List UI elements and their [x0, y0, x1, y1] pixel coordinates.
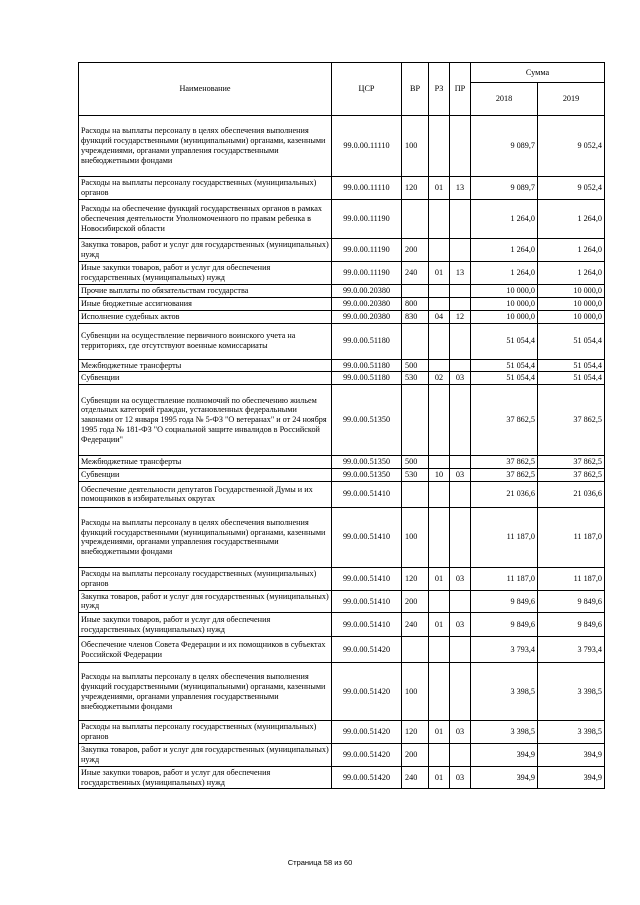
row-csr: 99.0.00.51350: [332, 385, 402, 456]
row-pr: 13: [450, 262, 471, 285]
row-sum-2019: 1 264,0: [538, 262, 605, 285]
row-name: Межбюджетные трансферты: [79, 456, 332, 469]
row-rz: [429, 663, 450, 721]
row-sum-2019: 9 849,6: [538, 613, 605, 637]
row-vr: 530: [402, 469, 429, 482]
row-pr: 03: [450, 567, 471, 590]
row-csr: 99.0.00.51410: [332, 613, 402, 637]
row-name: Субвенции: [79, 372, 332, 385]
row-pr: [450, 637, 471, 663]
row-sum-2019: 394,9: [538, 743, 605, 766]
row-sum-2019: 11 187,0: [538, 507, 605, 567]
row-pr: 03: [450, 469, 471, 482]
row-pr: [450, 116, 471, 177]
row-name: Субвенции на осуществление первичного воинского учета на территориях, где отсутствуют военные комиссариаты: [79, 323, 332, 359]
row-csr: 99.0.00.51180: [332, 372, 402, 385]
row-vr: [402, 481, 429, 507]
table-row: [79, 200, 605, 239]
table-row: [79, 637, 605, 663]
row-csr: 99.0.00.51410: [332, 567, 402, 590]
row-vr: 530: [402, 372, 429, 385]
row-vr: 500: [402, 359, 429, 372]
row-sum-2018: 21 036,6: [471, 481, 538, 507]
row-vr: 100: [402, 663, 429, 721]
row-sum-2018: 9 089,7: [471, 177, 538, 200]
row-rz: 01: [429, 766, 450, 789]
row-name: Закупка товаров, работ и услуг для государственных (муниципальных) нужд: [79, 590, 332, 613]
row-csr: 99.0.00.11190: [332, 239, 402, 262]
row-sum-2019: 1 264,0: [538, 200, 605, 239]
table-row: [79, 721, 605, 744]
table-row: [79, 385, 605, 456]
row-sum-2019: 11 187,0: [538, 567, 605, 590]
row-vr: 200: [402, 590, 429, 613]
row-pr: 03: [450, 766, 471, 789]
row-name: Расходы на выплаты персоналу в целях обеспечения выполнения функций государственными (муниципальными) органами, казенными учреждениями, органами управления государственными внебюджетными фондами: [79, 116, 332, 177]
row-sum-2019: 9 052,4: [538, 116, 605, 177]
row-csr: 99.0.00.20380: [332, 285, 402, 298]
row-vr: 120: [402, 567, 429, 590]
row-vr: 100: [402, 116, 429, 177]
row-pr: [450, 297, 471, 310]
col-header-csr: ЦСР: [332, 63, 402, 116]
row-csr: 99.0.00.51350: [332, 456, 402, 469]
table-row: [79, 359, 605, 372]
row-name: Закупка товаров, работ и услуг для государственных (муниципальных) нужд: [79, 743, 332, 766]
row-sum-2019: 1 264,0: [538, 239, 605, 262]
row-rz: [429, 385, 450, 456]
table-row: [79, 372, 605, 385]
row-csr: 99.0.00.11110: [332, 177, 402, 200]
table-row: [79, 743, 605, 766]
row-sum-2018: 3 398,5: [471, 721, 538, 744]
row-vr: [402, 285, 429, 298]
row-rz: 10: [429, 469, 450, 482]
row-vr: 200: [402, 743, 429, 766]
row-vr: 500: [402, 456, 429, 469]
row-csr: 99.0.00.20380: [332, 297, 402, 310]
row-vr: 240: [402, 766, 429, 789]
row-sum-2019: 3 398,5: [538, 721, 605, 744]
row-vr: [402, 385, 429, 456]
row-csr: 99.0.00.51350: [332, 469, 402, 482]
row-csr: 99.0.00.51410: [332, 590, 402, 613]
row-name: Иные закупки товаров, работ и услуг для обеспечения государственных (муниципальных) нужд: [79, 262, 332, 285]
row-pr: [450, 359, 471, 372]
row-pr: 13: [450, 177, 471, 200]
row-csr: 99.0.00.51420: [332, 766, 402, 789]
row-sum-2019: 10 000,0: [538, 297, 605, 310]
row-rz: [429, 637, 450, 663]
row-rz: [429, 743, 450, 766]
row-csr: 99.0.00.51180: [332, 359, 402, 372]
row-name: Иные закупки товаров, работ и услуг для обеспечения государственных (муниципальных) нужд: [79, 766, 332, 789]
row-sum-2018: 394,9: [471, 766, 538, 789]
row-sum-2018: 1 264,0: [471, 200, 538, 239]
row-rz: [429, 323, 450, 359]
row-rz: 01: [429, 177, 450, 200]
table-row: [79, 323, 605, 359]
row-rz: 01: [429, 567, 450, 590]
row-sum-2018: 11 187,0: [471, 507, 538, 567]
row-sum-2018: 51 054,4: [471, 359, 538, 372]
col-header-rz: РЗ: [429, 63, 450, 116]
row-rz: [429, 481, 450, 507]
row-sum-2018: 10 000,0: [471, 310, 538, 323]
row-vr: [402, 637, 429, 663]
table-row: [79, 766, 605, 789]
row-sum-2018: 1 264,0: [471, 239, 538, 262]
row-csr: 99.0.00.20380: [332, 310, 402, 323]
row-name: Расходы на обеспечение функций государственных органов в рамках обеспечения деятельности Уполномоченного по правам ребенка в Новосибирской области: [79, 200, 332, 239]
row-name: Расходы на выплаты персоналу в целях обеспечения выполнения функций государственными (муниципальными) органами, казенными учреждениями, органами управления государственными внебюджетными фондами: [79, 663, 332, 721]
row-sum-2019: 3 793,4: [538, 637, 605, 663]
row-sum-2019: 51 054,4: [538, 323, 605, 359]
row-pr: 03: [450, 372, 471, 385]
row-sum-2019: 10 000,0: [538, 285, 605, 298]
row-pr: [450, 239, 471, 262]
row-sum-2018: 51 054,4: [471, 323, 538, 359]
row-rz: 01: [429, 262, 450, 285]
row-vr: 120: [402, 177, 429, 200]
row-sum-2019: 3 398,5: [538, 663, 605, 721]
row-pr: [450, 507, 471, 567]
row-vr: 100: [402, 507, 429, 567]
row-name: Иные бюджетные ассигнования: [79, 297, 332, 310]
row-sum-2018: 3 398,5: [471, 663, 538, 721]
row-csr: 99.0.00.11190: [332, 200, 402, 239]
row-name: Расходы на выплаты персоналу в целях обеспечения выполнения функций государственными (муниципальными) органами, казенными учреждениями, органами управления государственными внебюджетными фондами: [79, 507, 332, 567]
row-sum-2019: 51 054,4: [538, 372, 605, 385]
row-pr: [450, 590, 471, 613]
row-csr: 99.0.00.11110: [332, 116, 402, 177]
col-header-pr: ПР: [450, 63, 471, 116]
row-csr: 99.0.00.11190: [332, 262, 402, 285]
col-header-2019: 2019: [538, 83, 605, 116]
row-sum-2018: 51 054,4: [471, 372, 538, 385]
row-sum-2018: 37 862,5: [471, 385, 538, 456]
col-header-vr: ВР: [402, 63, 429, 116]
table-row: [79, 177, 605, 200]
row-sum-2018: 9 849,6: [471, 613, 538, 637]
row-pr: 03: [450, 613, 471, 637]
row-name: Обеспечение деятельности депутатов Государственной Думы и их помощников в избирательных округах: [79, 481, 332, 507]
row-pr: [450, 385, 471, 456]
row-sum-2018: 1 264,0: [471, 262, 538, 285]
row-sum-2019: 37 862,5: [538, 456, 605, 469]
row-rz: [429, 456, 450, 469]
row-name: Субвенции на осуществление полномочий по обеспечению жильем отдельных категорий граждан, установленных федеральными законами от 12 января 1995 года № 5-ФЗ "О ветеранах" и от 24 ноября 1995 года № 181-ФЗ "О социальной защите инвалидов в Российской Федерации": [79, 385, 332, 456]
col-header-name: Наименование: [79, 63, 332, 116]
row-name: Исполнение судебных актов: [79, 310, 332, 323]
row-sum-2018: 9 849,6: [471, 590, 538, 613]
row-csr: 99.0.00.51180: [332, 323, 402, 359]
row-name: Расходы на выплаты персоналу государственных (муниципальных) органов: [79, 177, 332, 200]
row-rz: [429, 507, 450, 567]
row-sum-2019: 9 849,6: [538, 590, 605, 613]
row-rz: [429, 285, 450, 298]
row-pr: [450, 200, 471, 239]
table-row: [79, 297, 605, 310]
table-body: [79, 116, 605, 789]
budget-table: [78, 62, 605, 789]
row-sum-2019: 51 054,4: [538, 359, 605, 372]
row-vr: 830: [402, 310, 429, 323]
page-number: Страница 58 из 60: [287, 858, 353, 867]
row-rz: [429, 200, 450, 239]
row-sum-2018: 11 187,0: [471, 567, 538, 590]
row-pr: [450, 456, 471, 469]
row-rz: [429, 116, 450, 177]
row-csr: 99.0.00.51410: [332, 507, 402, 567]
row-vr: 240: [402, 262, 429, 285]
row-rz: [429, 590, 450, 613]
row-name: Расходы на выплаты персоналу государственных (муниципальных) органов: [79, 721, 332, 744]
row-pr: 03: [450, 721, 471, 744]
row-vr: 800: [402, 297, 429, 310]
row-sum-2018: 394,9: [471, 743, 538, 766]
row-sum-2018: 37 862,5: [471, 456, 538, 469]
row-pr: 12: [450, 310, 471, 323]
row-sum-2018: 37 862,5: [471, 469, 538, 482]
row-sum-2018: 9 089,7: [471, 116, 538, 177]
table-row: [79, 507, 605, 567]
row-name: Субвенции: [79, 469, 332, 482]
row-pr: [450, 323, 471, 359]
table-row: [79, 285, 605, 298]
table-row: [79, 456, 605, 469]
table-row: [79, 310, 605, 323]
row-rz: 01: [429, 613, 450, 637]
row-name: Закупка товаров, работ и услуг для государственных (муниципальных) нужд: [79, 239, 332, 262]
row-rz: 01: [429, 721, 450, 744]
row-name: Иные закупки товаров, работ и услуг для обеспечения государственных (муниципальных) нужд: [79, 613, 332, 637]
table-row: [79, 613, 605, 637]
row-rz: 02: [429, 372, 450, 385]
row-vr: 240: [402, 613, 429, 637]
table-row: [79, 239, 605, 262]
row-sum-2018: 3 793,4: [471, 637, 538, 663]
row-sum-2019: 9 052,4: [538, 177, 605, 200]
row-sum-2018: 10 000,0: [471, 285, 538, 298]
row-csr: 99.0.00.51420: [332, 663, 402, 721]
table-row: [79, 469, 605, 482]
row-sum-2019: 394,9: [538, 766, 605, 789]
table-row: [79, 663, 605, 721]
row-sum-2019: 10 000,0: [538, 310, 605, 323]
row-sum-2018: 10 000,0: [471, 297, 538, 310]
row-vr: 200: [402, 239, 429, 262]
row-csr: 99.0.00.51420: [332, 637, 402, 663]
row-rz: [429, 359, 450, 372]
col-header-2018: 2018: [471, 83, 538, 116]
table-row: [79, 481, 605, 507]
row-pr: [450, 663, 471, 721]
row-vr: 120: [402, 721, 429, 744]
table-row: [79, 567, 605, 590]
row-vr: [402, 323, 429, 359]
row-csr: 99.0.00.51420: [332, 743, 402, 766]
row-sum-2019: 21 036,6: [538, 481, 605, 507]
row-csr: 99.0.00.51420: [332, 721, 402, 744]
table-row: [79, 116, 605, 177]
col-header-sum: Сумма: [471, 63, 605, 83]
table-row: [79, 262, 605, 285]
row-rz: 04: [429, 310, 450, 323]
row-name: Прочие выплаты по обязательствам государства: [79, 285, 332, 298]
row-name: Обеспечение членов Совета Федерации и их помощников в субъектах Российской Федерации: [79, 637, 332, 663]
table-row: [79, 590, 605, 613]
row-sum-2019: 37 862,5: [538, 469, 605, 482]
row-pr: [450, 743, 471, 766]
row-pr: [450, 285, 471, 298]
row-rz: [429, 239, 450, 262]
row-vr: [402, 200, 429, 239]
row-sum-2019: 37 862,5: [538, 385, 605, 456]
row-name: Межбюджетные трансферты: [79, 359, 332, 372]
row-name: Расходы на выплаты персоналу государственных (муниципальных) органов: [79, 567, 332, 590]
row-pr: [450, 481, 471, 507]
row-csr: 99.0.00.51410: [332, 481, 402, 507]
row-rz: [429, 297, 450, 310]
